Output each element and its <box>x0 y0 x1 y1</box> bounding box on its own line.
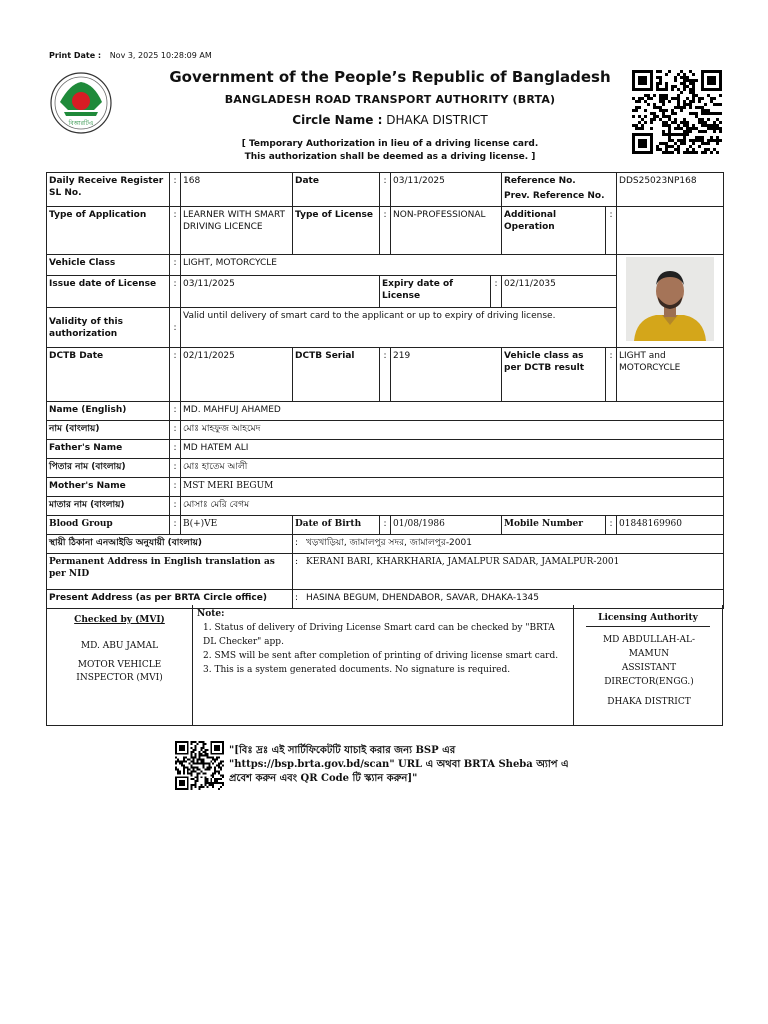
temporary-line-2: This authorization shall be deemed as a driving license. ] <box>244 152 536 162</box>
verification-instruction: "[বিঃ দ্রঃ এই সার্টিফিকেটটি যাচাই করার জন্য BSP এর "https://bsp.brta.gov.bd/scan" URL এ অথবা BRTA Sheba অ্যাপ এ প্রবেশ করুন এবং QR Code টি স্ক্যান করুন]" <box>229 745 569 784</box>
reference-labels <box>502 173 617 207</box>
blood-group-value: B(+)VE <box>181 516 293 535</box>
colon: : <box>380 173 391 207</box>
issue-date-label: Issue date of License <box>47 276 170 308</box>
permanent-address-english-text: KERANI BARI, KHARKHARIA, JAMALPUR SADAR, JAMALPUR-2001 <box>306 557 620 567</box>
checked-by-section <box>47 605 193 725</box>
colon: : <box>295 538 299 548</box>
licensing-authority-role-line-1: ASSISTANT <box>621 663 677 673</box>
additional-operation-value <box>617 207 724 255</box>
mother-name-label: Mother's Name <box>47 478 170 497</box>
colon: : <box>295 593 299 603</box>
register-value: 168 <box>181 173 293 207</box>
present-address-label: Present Address (as per BRTA Circle office) <box>47 590 293 609</box>
licensing-authority-section <box>574 605 724 725</box>
colon: : <box>606 348 617 402</box>
mother-name-value: MST MERI BEGUM <box>181 478 724 497</box>
permanent-address-english-label: Permanent Address in English translation as per NID <box>47 554 293 590</box>
colon: : <box>170 497 181 516</box>
father-name-label: Father's Name <box>47 440 170 459</box>
validity-value: Valid until delivery of smart card to the applicant or up to expiry of driving license. <box>181 308 617 348</box>
licensing-authority-place: DHAKA DISTRICT <box>607 697 691 707</box>
note-item-2: 2. SMS will be sent after completion of printing of driving license smart card. <box>203 651 559 661</box>
colon: : <box>606 207 617 255</box>
authority-title: BANGLADESH ROAD TRANSPORT AUTHORITY (BRTA) <box>224 93 556 106</box>
colon: : <box>380 348 391 402</box>
validity-label: Validity of this authorization <box>47 308 170 348</box>
print-date-label: Print Date : <box>49 51 102 60</box>
dctb-serial-label: DCTB Serial <box>293 348 380 402</box>
colon: : <box>380 207 391 255</box>
expiry-date-value: 02/11/2035 <box>502 276 617 308</box>
signature-section <box>46 605 723 726</box>
license-details-table <box>46 172 724 609</box>
colon: : <box>170 478 181 497</box>
permanent-address-bangla-label: স্থায়ী ঠিকানা এনআইডি অনুযায়ী (বাংলায়) <box>47 535 293 554</box>
colon: : <box>606 516 617 535</box>
applicant-photo <box>626 257 714 341</box>
application-type-value: LEARNER WITH SMART DRIVING LICENCE <box>181 207 293 255</box>
colon: : <box>170 516 181 535</box>
father-name-bangla-value: মোঃ হাতেম আলী <box>181 459 724 478</box>
logo-text: বিআরটিএ <box>68 120 94 127</box>
prev-reference-label: Prev. Reference No. <box>504 191 605 201</box>
permanent-address-bangla-text: খড়খাড়িয়া, জামালপুর সদর, জামালপুর-2001 <box>306 538 472 548</box>
qr-code-icon <box>632 70 722 154</box>
dob-label: Date of Birth <box>293 516 380 535</box>
print-date <box>49 51 212 60</box>
vehicle-class-value: LIGHT, MOTORCYCLE <box>181 255 617 276</box>
note-item-3: 3. This is a system generated documents. No signature is required. <box>203 665 511 675</box>
colon: : <box>170 421 181 440</box>
vehicle-class-label: Vehicle Class <box>47 255 170 276</box>
colon: : <box>170 348 181 402</box>
colon: : <box>295 557 299 567</box>
colon: : <box>170 402 181 421</box>
date-value: 03/11/2025 <box>391 173 502 207</box>
additional-operation-label: Additional Operation <box>502 207 606 255</box>
name-english-label: Name (English) <box>47 402 170 421</box>
permanent-address-bangla-value <box>293 535 724 554</box>
dctb-class-value: LIGHT and MOTORCYCLE <box>617 348 724 402</box>
issue-date-value: 03/11/2025 <box>181 276 380 308</box>
name-english-value: MD. MAHFUJ AHAMED <box>181 402 724 421</box>
colon: : <box>170 308 181 348</box>
licensing-authority-name: MD ABDULLAH-AL-MAMUN <box>602 635 696 659</box>
circle-name-value: DHAKA DISTRICT <box>386 113 488 127</box>
date-label: Date <box>293 173 380 207</box>
licensing-authority-title: Licensing Authority <box>586 613 710 627</box>
note-item-1: 1. Status of delivery of Driving License Smart card can be checked by "BRTA DL Checker" app. <box>203 623 555 647</box>
present-address-text: HASINA BEGUM, DHENDABOR, SAVAR, DHAKA-1345 <box>306 593 540 603</box>
dctb-serial-value: 219 <box>391 348 502 402</box>
colon: : <box>170 459 181 478</box>
dctb-class-label: Vehicle class as per DCTB result <box>502 348 606 402</box>
brta-logo-icon <box>50 72 112 134</box>
checked-by-role-line-1: MOTOR VEHICLE <box>77 660 162 670</box>
father-name-value: MD HATEM ALI <box>181 440 724 459</box>
mother-name-bangla-label: মাতার নাম (বাংলায়) <box>47 497 170 516</box>
circle-name-label: Circle Name : <box>292 113 383 127</box>
colon: : <box>170 276 181 308</box>
reference-value: DDS25023NP168 <box>617 173 724 207</box>
colon: : <box>170 255 181 276</box>
mobile-label: Mobile Number <box>502 516 606 535</box>
dctb-date-value: 02/11/2025 <box>181 348 293 402</box>
licensing-authority-role-line-2: DIRECTOR(ENGG.) <box>604 677 694 687</box>
register-label: Daily Receive Register SL No. <box>47 173 170 207</box>
reference-label: Reference No. <box>504 176 576 186</box>
circle-name <box>140 113 640 127</box>
applicant-photo <box>617 255 724 348</box>
application-type-label: Type of Application <box>47 207 170 255</box>
print-date-value: Nov 3, 2025 10:28:09 AM <box>109 51 212 60</box>
mobile-value: 01848169960 <box>617 516 724 535</box>
permanent-address-english-value <box>293 554 724 590</box>
qr-code-icon <box>174 741 225 790</box>
colon: : <box>380 516 391 535</box>
colon: : <box>491 276 502 308</box>
expiry-date-label: Expiry date of License <box>380 276 491 308</box>
name-bangla-value: মোঃ মাহফুজ আহমেদ <box>181 421 724 440</box>
checked-by-title: Checked by (MVI) <box>74 615 165 625</box>
father-name-bangla-label: পিতার নাম (বাংলায়) <box>47 459 170 478</box>
temporary-line-1: [ Temporary Authorization in lieu of a driving license card. <box>241 139 539 149</box>
blood-group-label: Blood Group <box>47 516 170 535</box>
license-type-label: Type of License <box>293 207 380 255</box>
checked-by-name: MD. ABU JAMAL <box>80 641 159 651</box>
colon: : <box>170 440 181 459</box>
note-title: Note: <box>197 609 225 619</box>
checked-by-role <box>47 659 192 685</box>
colon: : <box>170 173 181 207</box>
mother-name-bangla-value: মোসাঃ মেরি বেগম <box>181 497 724 516</box>
license-type-value: NON-PROFESSIONAL <box>391 207 502 255</box>
government-title: Government of the People’s Republic of Bangladesh <box>169 68 611 86</box>
temporary-authorization-note <box>140 138 640 164</box>
checked-by-role-line-2: INSPECTOR (MVI) <box>76 673 163 683</box>
dctb-date-label: DCTB Date <box>47 348 170 402</box>
dob-value: 01/08/1986 <box>391 516 502 535</box>
name-bangla-label: নাম (বাংলায়) <box>47 421 170 440</box>
colon: : <box>170 207 181 255</box>
note-section <box>193 605 574 725</box>
